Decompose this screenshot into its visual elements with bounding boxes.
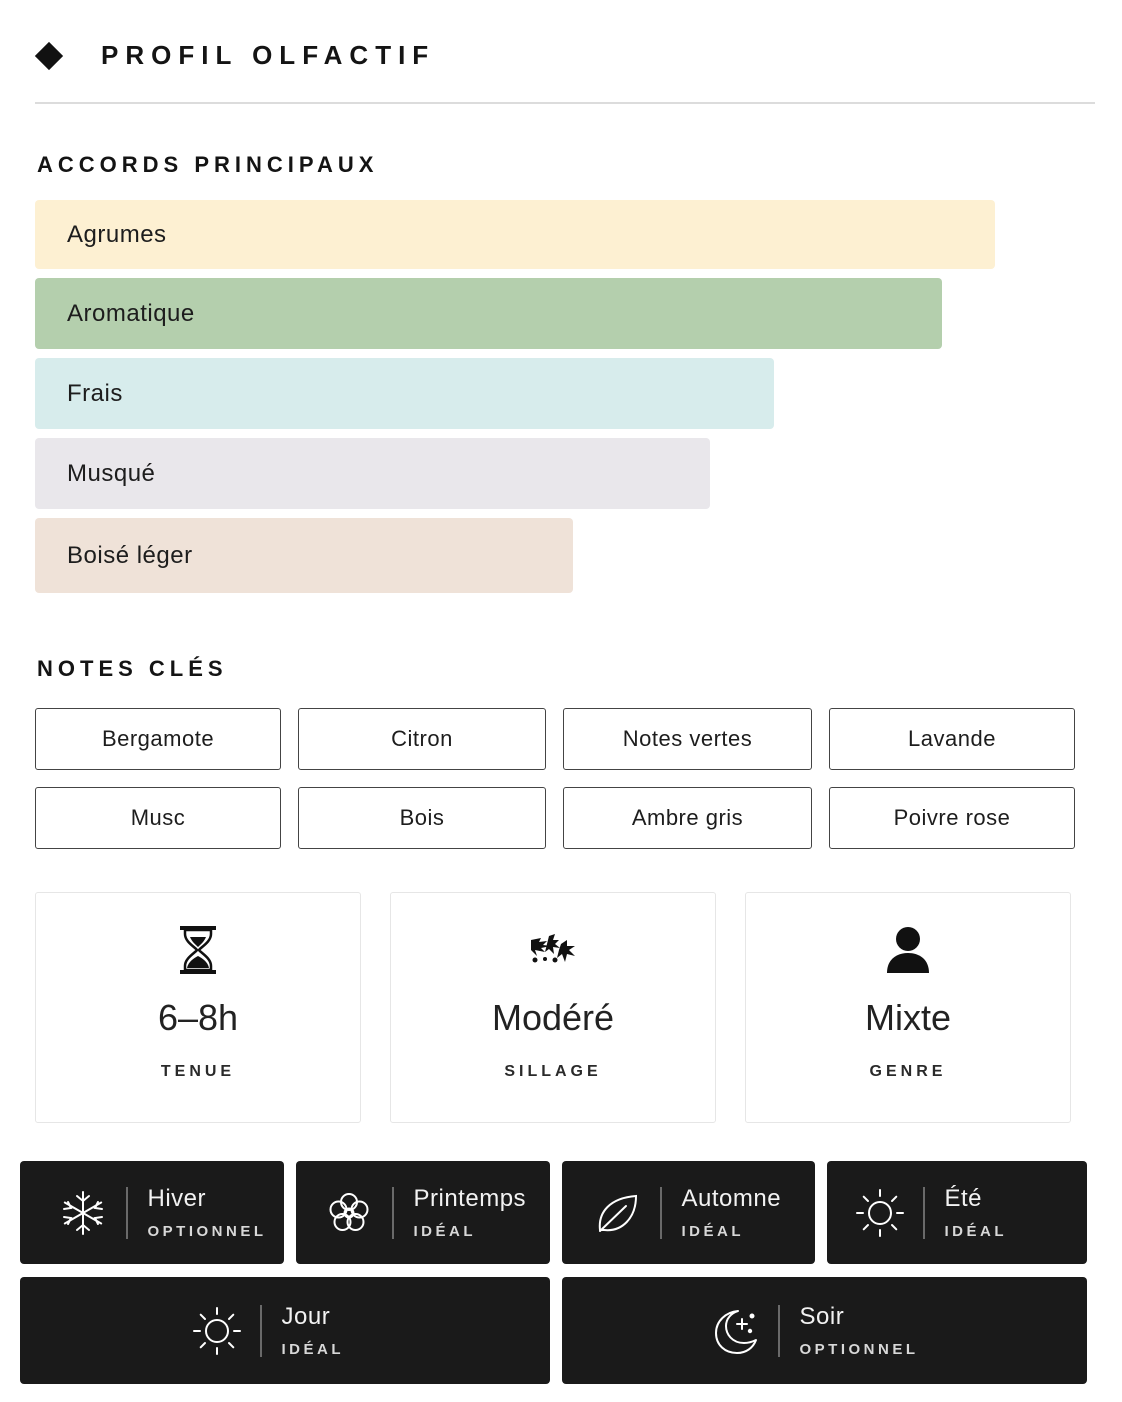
note-chip-lavande[interactable]: Lavande	[829, 708, 1075, 770]
accord-bar-musque	[35, 438, 710, 509]
accord-label: Frais	[67, 379, 123, 407]
sun-icon	[853, 1186, 907, 1240]
tile-separator	[260, 1305, 262, 1357]
page-header	[36, 40, 435, 71]
notes-section-title: NOTES CLÉS	[37, 656, 228, 681]
tile-name: Hiver	[147, 1185, 207, 1212]
stat-value: Mixte	[864, 997, 951, 1038]
scent-trail-icon	[391, 923, 715, 977]
season-tile-automne[interactable]	[562, 1161, 815, 1264]
season-tile-printemps[interactable]	[296, 1161, 550, 1264]
accord-bar-agrumes	[35, 200, 995, 269]
tile-name: Été	[944, 1185, 983, 1212]
note-chip-musc[interactable]: Musc	[35, 787, 281, 849]
stat-label: SILLAGE	[504, 1063, 602, 1080]
stat-label: TENUE	[160, 1063, 236, 1080]
accords-section-title: ACCORDS PRINCIPAUX	[37, 152, 379, 177]
stat-value: Modéré	[491, 997, 615, 1038]
stat-card-genre	[745, 892, 1071, 1123]
moon-icon	[708, 1304, 762, 1358]
flower-icon	[322, 1186, 376, 1240]
tile-separator	[923, 1187, 925, 1239]
tile-status: IDÉAL	[944, 1223, 1007, 1240]
accord-label: Agrumes	[67, 220, 167, 248]
tile-status: OPTIONNEL	[799, 1341, 919, 1358]
note-chip-ambre-gris[interactable]: Ambre gris	[563, 787, 812, 849]
tile-name: Jour	[281, 1303, 331, 1330]
time-tile-soir[interactable]	[562, 1277, 1087, 1384]
stat-value: 6–8h	[157, 997, 239, 1038]
note-chip-poivre-rose[interactable]: Poivre rose	[829, 787, 1075, 849]
tile-name: Automne	[681, 1185, 782, 1212]
tile-separator	[392, 1187, 394, 1239]
note-chip-citron[interactable]: Citron	[298, 708, 546, 770]
accord-bar-boise-leger	[35, 518, 573, 593]
tile-status: IDÉAL	[281, 1341, 344, 1358]
note-chip-bois[interactable]: Bois	[298, 787, 546, 849]
tile-status: OPTIONNEL	[147, 1223, 267, 1240]
accord-label: Aromatique	[67, 299, 195, 327]
snowflake-icon	[56, 1186, 110, 1240]
tile-separator	[660, 1187, 662, 1239]
header-divider	[35, 102, 1095, 104]
sun-icon	[190, 1304, 244, 1358]
stat-label: GENRE	[869, 1063, 947, 1080]
tile-separator	[778, 1305, 780, 1357]
hourglass-icon	[36, 923, 360, 977]
stat-card-tenue	[35, 892, 361, 1123]
diamond-icon	[35, 41, 63, 69]
accord-label: Boisé léger	[67, 541, 193, 569]
leaf-icon	[590, 1186, 644, 1240]
accord-bar-frais	[35, 358, 774, 429]
stat-card-sillage	[390, 892, 716, 1123]
accord-bar-aromatique	[35, 278, 942, 349]
accord-label: Musqué	[67, 459, 156, 487]
tile-separator	[126, 1187, 128, 1239]
time-tile-jour[interactable]	[20, 1277, 550, 1384]
season-tile-ete[interactable]	[827, 1161, 1087, 1264]
page-title: PROFIL OLFACTIF	[101, 40, 436, 70]
tile-name: Printemps	[413, 1185, 527, 1212]
note-chip-bergamote[interactable]: Bergamote	[35, 708, 281, 770]
tile-status: IDÉAL	[413, 1223, 476, 1240]
note-chip-notes-vertes[interactable]: Notes vertes	[563, 708, 812, 770]
person-icon	[746, 923, 1070, 977]
tile-status: IDÉAL	[681, 1223, 744, 1240]
season-tile-hiver[interactable]	[20, 1161, 284, 1264]
tile-name: Soir	[799, 1303, 845, 1330]
